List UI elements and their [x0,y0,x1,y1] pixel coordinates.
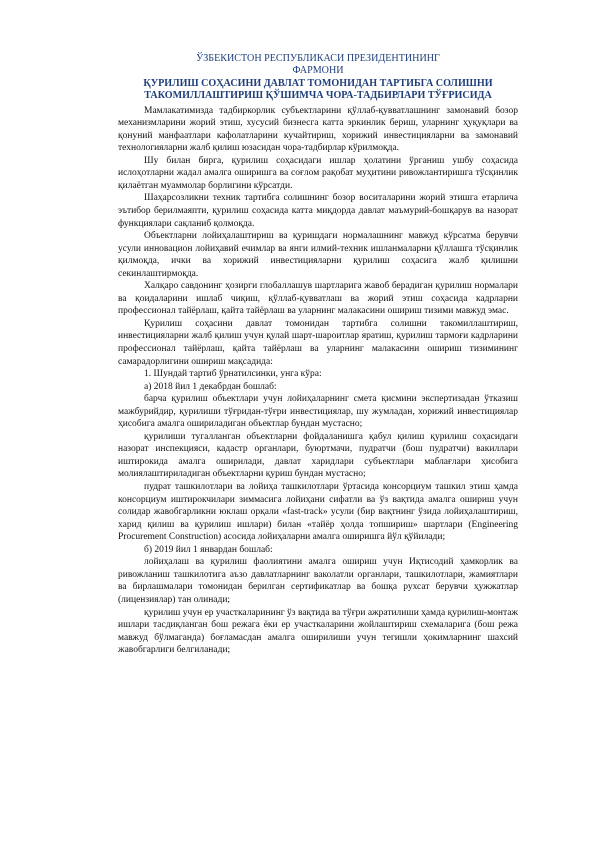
header-country-line: ЎЗБЕКИСТОН РЕСПУБЛИКАСИ ПРЕЗИДЕНТИНИНГ [196,53,440,64]
paragraph: лойиҳалаш ва қурилиш фаолиятини амалга ошириш учун Иқтисодий ҳамкорлик ва ривожланиш ташкилотига аъзо давлатларнинг ваколатли органлари, ташкилотлари, жамиятлари ва бирлашмалари томонидан берилган сертификатлар ва бошқа рухсат берувчи ҳужжатлар (лицензиялар) тан олинади; [118,557,518,605]
document-page [118,53,518,657]
clause-heading: 1. Шундай тартиб ўрнатилсинки, унга кўра: [144,369,322,380]
paragraph: Шу билан бирга, қурилиш соҳасидаги ишлар ҳолатини ўрганиш ушбу соҳасида ислоҳотларни жадал амалга оширишга ва соғлом рақобат муҳитини ривожлантиришга тўсқинлик қилаётган муаммолар борлигини кўрсатди. [118,155,518,191]
header-decree-type: ФАРМОНИ [292,65,344,77]
paragraph: Мамлакатимизда тадбиркорлик субъектларини қўллаб-қувватлашнинг замонавий бозор механизмларини жорий этиш, хусусий бизнесга катта эркинлик бериш, уларнинг ҳуқуқлари ва қонуний манфаатлари кафолатларини кучайтириш, хорижий инвестицияларни ва замонавий технологияларни жалб қилиш юзасидан чора-тадбирлар кўрилмоқда. [118,105,518,154]
paragraph: қурилиш учун ер участкаларининг ўз вақтида ва тўғри ажратилиши ҳамда қурилиш-монтаж ишлари тасдиқланган бош режага ёки ер участкаларини жойлаштириш схемаларига (бош режа мавжуд бўлмаганда) боғламасдан амалга оширилиши учун тегишли ҳокимларнинг шахсий жавобгарлиги белгиланади; [118,607,518,656]
paragraph: барча қурилиш объектлари учун лойиҳаларнинг смета қисмини экспертизадан ўтказиш мажбурийдир, қурилиши тўғридан-тўғри инвестициялар, шу жумладан, хорижий инвестициялар ҳисобига амалга ошириладиган объектлар бундан мустасно; [118,394,518,430]
paragraph: Қурилиш соҳасини давлат томонидан тартибга солишни такомиллаштириш, инвестицияларни жалб қилиш учун қулай шарт-шароитлар яратиш, қурилиш тармоғи кадрларини профессионал тайёрлаш, қайта тайёрлаш ва уларнинг малакасини ошириш тизимининг самарадорлигини ошириш мақсадида: [118,318,518,367]
document-body [118,105,518,657]
paragraph: Халқаро савдонинг ҳозирги глобаллашув шартларига жавоб берадиган қурилиш нормалари ва қоидаларини ишлаб чиқиш, қўллаб-қувватлаш ва жорий этиш соҳасида кадрларни профессионал тайёрлаш, қайта тайёрлаш ва уларнинг малакасини ошириш тизими мавжуд эмас. [118,281,518,317]
paragraph: пудрат ташкилотлари ва лойиҳа ташкилотлари ўртасида консорциум ташкил этиш ҳамда консорциум иштирокчилари зиммасига лойиҳани сифатли ва ўз вақтида амалга ошириш учун солидар жавобгарликни юклаш орқали «fast-track» усули (бир вақтнинг ўзида лойиҳалаштириш, харид қилиш ва қурилиш ишлари) билан «тайёр ҳолда топшириш» шартлари (Engineering Procurement Construction) асосида лойиҳаларни амалга оширишга йўл қўйилади; [118,482,518,543]
paragraph: Шаҳарсозликни техник тартибга солишнинг бозор воситаларини жорий этишга етарлича эътибор берилмаяпти, қурилиш соҳасида катта миқдорда давлат маъмурий-бошқарув ва назорат функциялари сақланиб қолмоқда. [118,193,518,229]
subclause-heading: а) 2018 йил 1 декабрдан бошлаб: [144,381,277,392]
paragraph: Объектларни лойиҳалаштириш ва қуришдаги нормалашнинг мавжуд кўрсатма берувчи усули инновацион лойиҳавий ечимлар ва янги илмий-техник ишланмаларни қўллашга тўсқинлик қилмоқда, ички ва хорижий инвестицияларни қурилиш соҳасига жалб қилишни секинлаштирмоқда. [118,231,518,279]
decree-title-line2: ТАКОМИЛЛАШТИРИШ ҚЎШИМЧА ЧОРА-ТАДБИРЛАРИ ТЎҒРИСИДА [144,90,492,102]
subclause-heading: б) 2019 йил 1 январдан бошлаб: [144,544,273,555]
paragraph: қурилиши тугалланган объектларни фойдаланишга қабул қилиш қурилиш соҳасидаги назорат инспекцияси, кадастр органлари, буюртмачи, пудратчи (бош пудратчи) вакиллари иштирокида амалга оширилади, давлат харидлари субъектлари маблағлари ҳисобига молиялаштириладиган объектларни қуриш бундан мустасно; [118,431,518,480]
decree-title-line1: ҚУРИЛИШ СОҲАСИНИ ДАВЛАТ ТОМОНИДАН ТАРТИБГА СОЛИШНИ [143,77,493,89]
